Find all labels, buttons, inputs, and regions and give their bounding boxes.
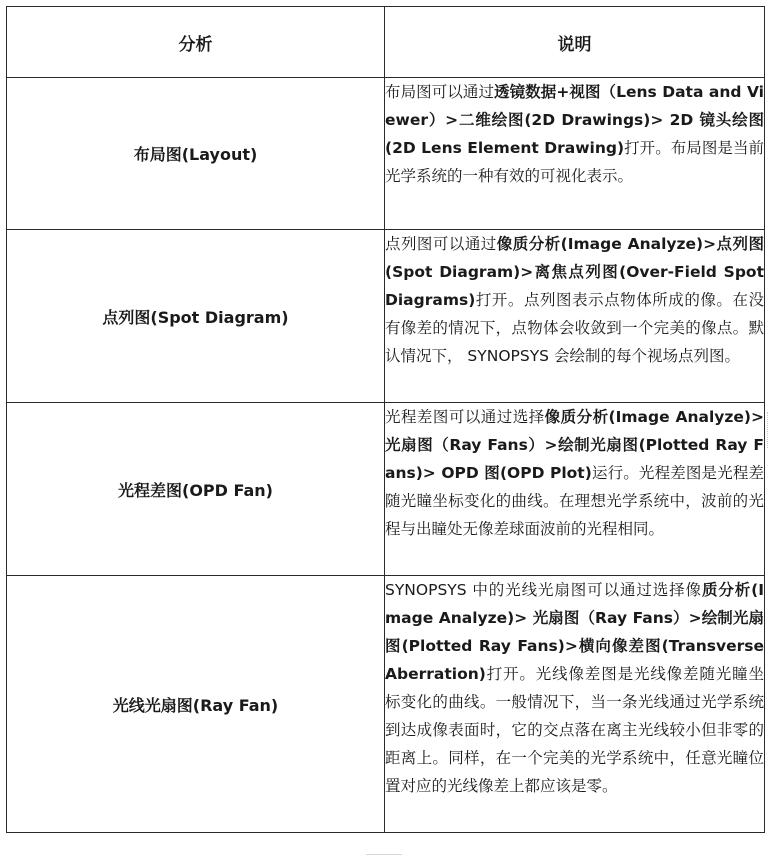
row-description <box>385 78 765 230</box>
header-row <box>7 7 765 78</box>
desc-menu-path: 像质分析(Image Analyze)> 光扇图（Ray Fans）>绘制光扇图(Plotted Ray Fans)> OPD 图(OPD Plot) <box>385 408 764 482</box>
header-analysis: 分析 <box>7 7 385 78</box>
desc-menu-path: 像质分析(Image Analyze)>点列图(Spot Diagram)>离焦点列图(Over-Field Spot Diagrams) <box>385 235 764 309</box>
desc-text: 点列图可以通过 <box>385 235 497 253</box>
desc-text: 打开。布局图是当前光学系统的一种有效的可视化表示。 <box>385 139 764 185</box>
desc-text: SYNOPSYS 中的光线光扇图可以通过选择像 <box>385 581 702 599</box>
row-name: 布局图(Layout) <box>7 78 385 230</box>
page-edge-marker <box>767 412 772 448</box>
row-description <box>385 230 765 403</box>
desc-text: 打开。点列图表示点物体所成的像。在没有像差的情况下，点物体会收敛到一个完美的像点。默认情况下， SYNOPSYS 会绘制的每个视场点列图。 <box>385 291 764 365</box>
row-description <box>385 403 765 576</box>
desc-text: 打开。光线像差图是光线像差随光瞳坐标变化的曲线。一般情况下，当一条光线通过光学系统到达成像表面时，它的交点落在离主光线较小但非零的距离上。同样，在一个完美的光学系统中，任意光瞳位置对应的光线像差上都应该是零。 <box>385 665 764 795</box>
desc-menu-path: 透镜数据+视图（Lens Data and Viewer）>二维绘图(2D Drawings)> 2D 镜头绘图(2D Lens Element Drawing) <box>385 83 764 157</box>
table-row <box>7 576 765 833</box>
table-row <box>7 403 765 576</box>
row-name: 点列图(Spot Diagram) <box>7 230 385 403</box>
table-row <box>7 78 765 230</box>
desc-text: 布局图可以通过 <box>385 83 495 101</box>
desc-text: 光程差图可以通过选择 <box>385 408 545 426</box>
row-name: 光线光扇图(Ray Fan) <box>7 576 385 833</box>
table-row <box>7 230 765 403</box>
row-description <box>385 576 765 833</box>
desc-menu-path: 质分析(Image Analyze)> 光扇图（Ray Fans）>绘制光扇图(Plotted Ray Fans)>横向像差图(Transverse Aberration) <box>385 581 764 683</box>
desc-text: 运行。光程差图是光程差随光瞳坐标变化的曲线。在理想光学系统中，波前的光程与出瞳处无像差球面波前的光程相同。 <box>385 464 764 538</box>
analysis-table <box>6 6 765 833</box>
header-description: 说明 <box>385 7 765 78</box>
row-name: 光程差图(OPD Fan) <box>7 403 385 576</box>
